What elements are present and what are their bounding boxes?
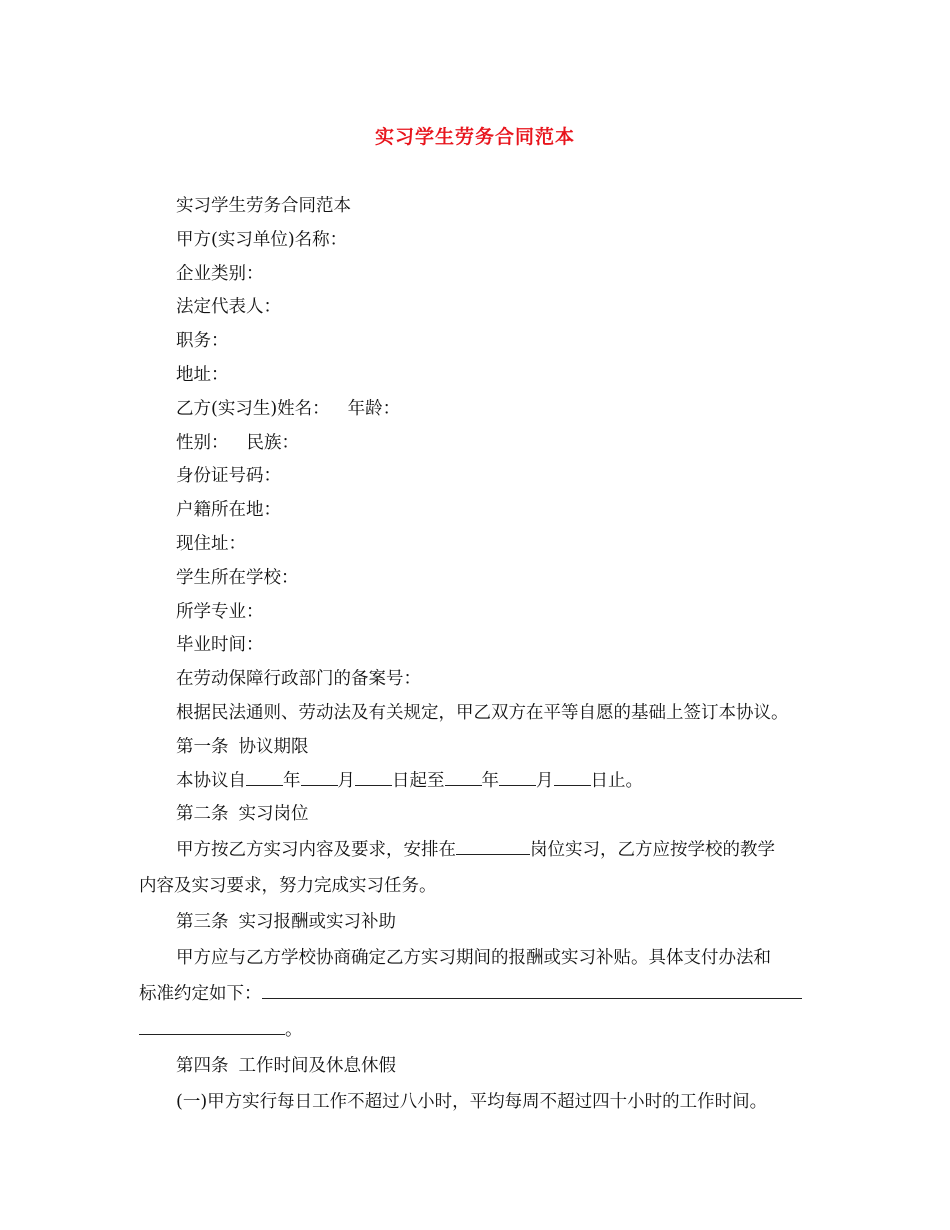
- article-1-number: 第一条: [176, 736, 229, 757]
- year-label-2: 年: [481, 770, 499, 791]
- end-day-blank: [554, 771, 591, 786]
- end-month-blank: [499, 771, 536, 786]
- payment-terms-blank: [262, 984, 802, 999]
- start-year-blank: [246, 771, 283, 786]
- article-3-text-2: 标准约定如下：: [139, 984, 262, 1005]
- position-field: 职务：: [176, 331, 229, 352]
- article-2-line-1: [139, 832, 819, 868]
- article-4-item-1: (一)甲方实行每日工作不超过八小时，平均每周不超过四十小时的工作时间。: [176, 1092, 768, 1113]
- end-year-blank: [445, 771, 482, 786]
- age-field: 年龄：: [347, 398, 401, 419]
- address-field: 地址：: [176, 364, 229, 385]
- current-address-field: 现住址：: [176, 533, 246, 554]
- ethnicity-field: 民族：: [246, 432, 299, 453]
- term-start-text: 本协议自: [176, 770, 246, 791]
- party-a-name-field: 甲方(实习单位)名称：: [176, 229, 348, 250]
- day-from-label: 日起至: [392, 770, 445, 791]
- article-2-number: 第二条: [176, 804, 229, 825]
- article-2-text-2: 岗位实习，乙方应按学校的教学: [530, 840, 775, 861]
- article-3-number: 第三条: [176, 912, 229, 933]
- article-2-line-2: 内容及实习要求，努力完成实习任务。: [139, 876, 437, 897]
- article-4-heading: [139, 1048, 819, 1084]
- filing-number-field: 在劳动保障行政部门的备案号：: [176, 669, 421, 690]
- article-4-name: 工作时间及休息休假: [238, 1056, 396, 1077]
- gender-line: [139, 427, 819, 461]
- party-b-line: [139, 393, 819, 427]
- article-2-heading: [139, 798, 819, 832]
- article-2-text-1: 甲方按乙方实习内容及要求，安排在: [176, 840, 456, 861]
- heading-line: 实习学生劳务合同范本: [176, 196, 351, 216]
- legal-rep-field: 法定代表人：: [176, 297, 281, 318]
- enterprise-type-field: 企业类别：: [176, 263, 264, 284]
- article-1-heading: [139, 731, 819, 765]
- document-body: [139, 190, 819, 1120]
- party-b-name-field: 乙方(实习生)姓名：: [176, 398, 330, 419]
- school-field: 学生所在学校：: [176, 567, 299, 588]
- year-label: 年: [283, 770, 301, 791]
- payment-terms-blank-cont: [139, 1020, 285, 1035]
- start-day-blank: [355, 771, 392, 786]
- article-3-heading: [139, 904, 819, 940]
- household-field: 户籍所在地：: [176, 500, 281, 521]
- gender-field: 性别：: [176, 432, 229, 453]
- major-field: 所学专业：: [176, 601, 264, 622]
- preamble-paragraph: 根据民法通则、劳动法及有关规定，甲乙双方在平等自愿的基础上签订本协议。: [176, 702, 789, 723]
- day-to-label: 日止。: [590, 770, 643, 791]
- month-label: 月: [337, 770, 355, 791]
- id-number-field: 身份证号码：: [176, 466, 281, 487]
- article-3-end: 。: [285, 1020, 303, 1041]
- start-month-blank: [301, 771, 338, 786]
- article-3-line-3: [139, 1012, 819, 1048]
- article-1-name: 协议期限: [238, 736, 309, 757]
- graduation-field: 毕业时间：: [176, 635, 264, 656]
- month-label-2: 月: [536, 770, 554, 791]
- article-3-name: 实习报酬或实习补助: [238, 912, 396, 933]
- document-title: 实习学生劳务合同范本: [374, 126, 575, 148]
- article-3-line-2: [139, 976, 819, 1012]
- article-2-name: 实习岗位: [238, 804, 309, 825]
- article-3-line-1: 甲方应与乙方学校协商确定乙方实习期间的报酬或实习补贴。具体支付办法和: [176, 948, 771, 969]
- post-blank: [456, 840, 530, 855]
- article-1-term-line: [139, 765, 819, 799]
- article-4-number: 第四条: [176, 1056, 229, 1077]
